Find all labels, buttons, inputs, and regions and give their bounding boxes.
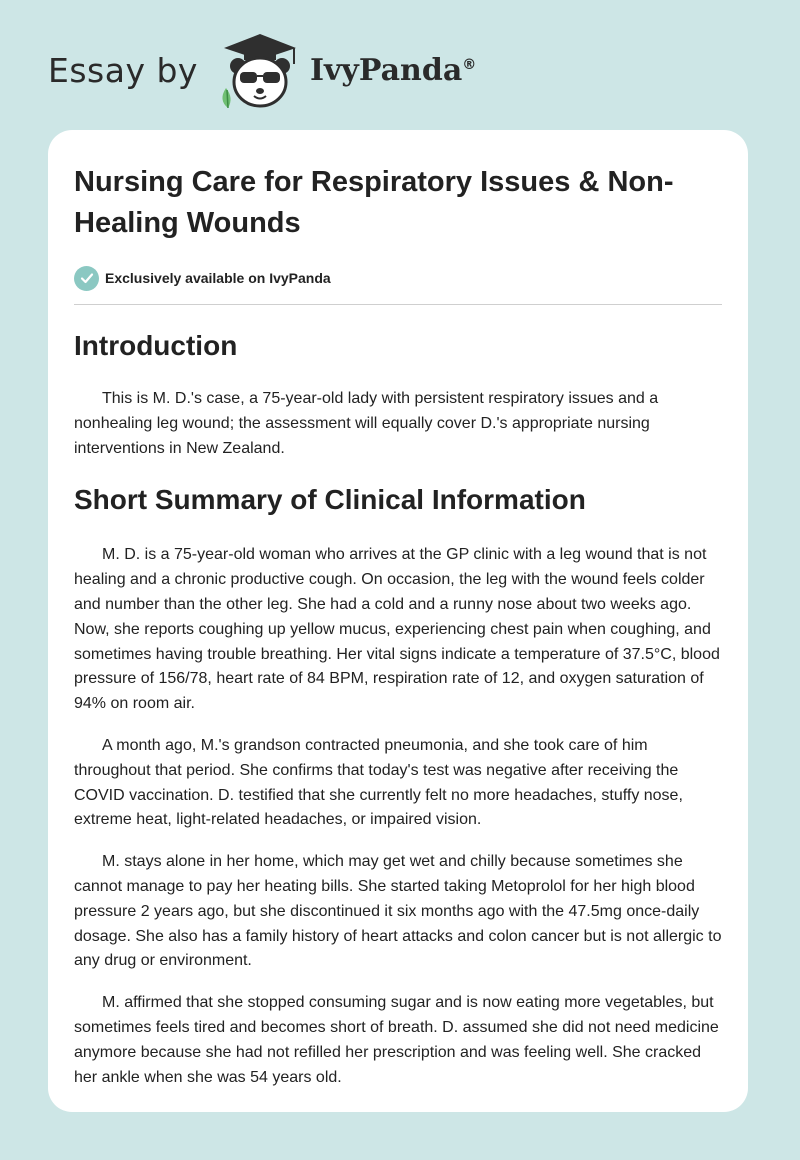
check-icon: [74, 266, 99, 291]
paragraph: This is M. D.'s case, a 75-year-old lady with persistent respiratory issues and a nonhealing leg wound; the assessment will equally cover D.'s appropriate nursing interventions in New Zealand.: [74, 390, 659, 457]
page-title: Nursing Care for Respiratory Issues & Non-Healing Wounds: [74, 166, 674, 239]
paragraph: M. affirmed that she stopped consuming sugar and is now eating more vegetables, but sometimes feels tired and becomes short of breath. D. assumed she did not need medicine anymore because she had not refilled her prescription and was feeling well. She cracked her ankle when she was 54 years old.: [74, 994, 719, 1086]
title-divider: [74, 304, 722, 305]
exclusive-label: Exclusively available on IvyPanda: [105, 270, 331, 286]
section-heading-summary: Short Summary of Clinical Information: [74, 484, 586, 516]
paragraph: M. stays alone in her home, which may get wet and chilly because sometimes she cannot manage to pay her heating bills. She started taking Metoprolol for her high blood pressure 2 years ago, but she discontinued it six months ago with the 47.5mg once-daily dosage. She also has a family history of heart attacks and colon cancer but is not allergic to any drug or environment.: [74, 853, 722, 970]
panda-logo-icon[interactable]: [214, 30, 306, 110]
paragraph: A month ago, M.'s grandson contracted pneumonia, and she took care of him throughout that period. She confirms that today's test was negative after receiving the COVID vaccination. D. testified that she currently felt no more headaches, stuffy nose, extreme heat, light-related headaches, or impaired vision.: [74, 736, 683, 829]
exclusive-badge: [74, 264, 722, 292]
article-card: [48, 130, 748, 1112]
registered-mark: ®: [462, 56, 477, 73]
brand-name[interactable]: IvyPanda®: [309, 52, 477, 88]
paragraph: M. D. is a 75-year-old woman who arrives at the GP clinic with a leg wound that is not healing and a chronic productive cough. On occasion, the leg with the wound feels colder and number than the other leg. She had a cold and a runny nose about two weeks ago. Now, she reports coughing up yellow mucus, experiencing chest pain when coughing, and sometimes having trouble breathing. Her vital signs indicate a temperature of 37.5°C, blood pressure of 156/78, heart rate of 84 BPM, respiration rate of 12, and oxygen saturation of 94% on room air.: [74, 546, 720, 713]
section-heading-introduction: Introduction: [74, 330, 238, 361]
article-body: [74, 162, 722, 1090]
essay-by-label: Essay by: [48, 50, 198, 90]
site-header: [48, 30, 648, 110]
